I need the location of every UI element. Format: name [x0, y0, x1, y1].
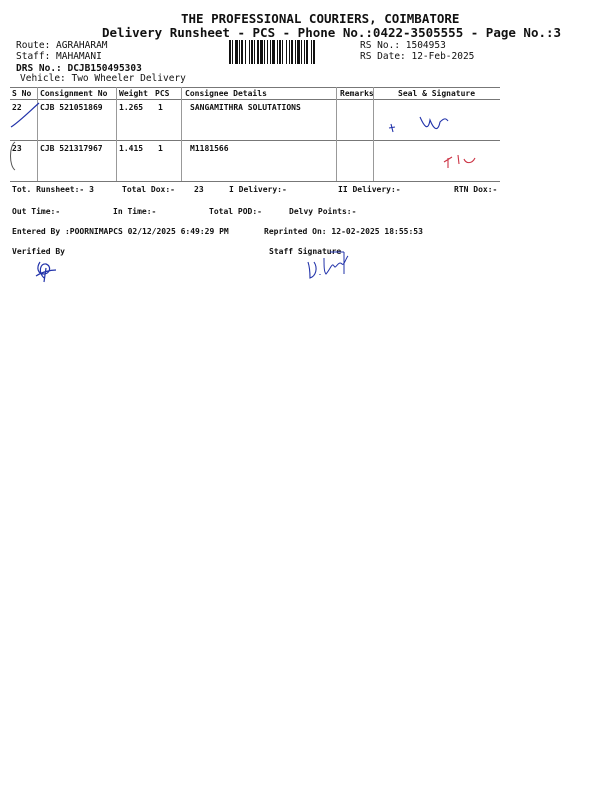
verifier-signature: [32, 258, 62, 284]
table-top-rule: [10, 87, 500, 88]
column-header-seal-signature: Seal & Signature: [398, 89, 476, 98]
table-bottom-rule: [10, 181, 500, 182]
staff-signature: [304, 250, 354, 284]
staff-signature-label: Staff Signature: [269, 247, 342, 256]
delvy-points-label: Delvy Points:-: [289, 207, 357, 216]
column-header-weight: Weight: [119, 89, 148, 98]
column-divider: [116, 87, 117, 181]
total-pod-label: Total POD:-: [209, 207, 262, 216]
barcode-image: [229, 40, 354, 64]
row-sno: 23: [12, 144, 22, 153]
row-consignment: CJB 521051869: [40, 103, 103, 112]
drs-number: DRS No.: DCJB150495303: [16, 63, 142, 74]
in-time-label: In Time:-: [113, 207, 157, 216]
row-sno: 22: [12, 103, 22, 112]
i-delivery-label: I Delivery:-: [229, 185, 287, 194]
column-divider: [373, 87, 374, 181]
out-time-label: Out Time:-: [12, 207, 61, 216]
column-header-sno: S No: [12, 89, 32, 98]
ii-delivery-label: II Delivery:-: [338, 185, 401, 194]
handwritten-tick-marks: [5, 100, 45, 180]
total-dox-value: 23: [194, 185, 204, 194]
rtn-dox-label: RTN Dox:-: [454, 185, 498, 194]
runsheet-subtitle: Delivery Runsheet - PCS - Phone No.:0422-3505555 - Page No.:3: [102, 25, 562, 40]
staff-label: Staff: MAHAMANI: [16, 51, 102, 62]
vehicle-label: Vehicle: Two Wheeler Delivery: [20, 73, 186, 84]
row-pcs: 1: [158, 144, 163, 153]
verified-by-label: Verified By: [12, 247, 65, 256]
column-header-pcs: PCS: [155, 89, 170, 98]
total-runsheet: Tot. Runsheet:- 3: [12, 185, 94, 194]
row-consignment: CJB 521317967: [40, 144, 103, 153]
company-title: THE PROFESSIONAL COURIERS, COIMBATORE: [181, 11, 460, 26]
column-divider: [336, 87, 337, 181]
route-label: Route: AGRAHARAM: [16, 40, 108, 51]
delivery-signature-row-22: [384, 112, 494, 170]
row-weight: 1.415: [119, 144, 144, 153]
row-pcs: 1: [158, 103, 163, 112]
row-consignee: SANGAMITHRA SOLUTATIONS: [190, 103, 301, 112]
column-header-consignee: Consignee Details: [185, 89, 267, 98]
entered-by: Entered By :POORNIMAPCS 02/12/2025 6:49:29 PM: [12, 227, 229, 236]
column-header-remarks: Remarks: [340, 89, 374, 98]
total-dox-label: Total Dox:-: [122, 185, 175, 194]
rs-date: RS Date: 12-Feb-2025: [360, 51, 475, 62]
row-weight: 1.265: [119, 103, 144, 112]
column-divider: [181, 87, 182, 181]
rs-number: RS No.: 1504953: [360, 40, 446, 51]
reprinted-on: Reprinted On: 12-02-2025 18:55:53: [264, 227, 423, 236]
row-consignee: M1181566: [190, 144, 229, 153]
table-header-rule: [10, 99, 500, 100]
column-header-consignment: Consignment No: [40, 89, 108, 98]
